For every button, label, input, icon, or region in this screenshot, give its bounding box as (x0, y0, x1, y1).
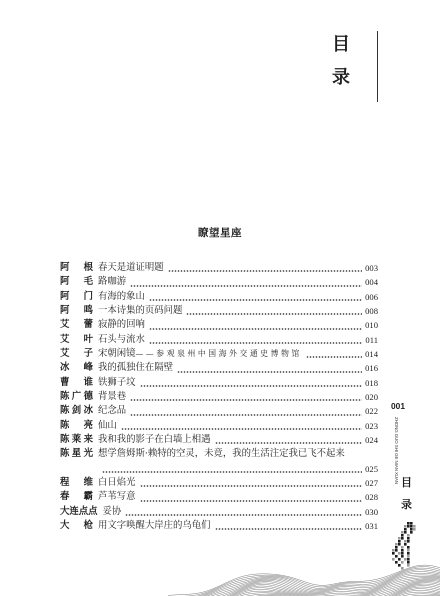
toc-leader-dots (306, 356, 362, 358)
pixel-block (398, 543, 401, 546)
toc-title: 芦苇写意 (98, 491, 136, 503)
toc-entry (60, 333, 378, 347)
toc-author: 阿 根 (60, 262, 93, 273)
pixel-block (401, 534, 404, 537)
toc-title: 仙山 (98, 419, 117, 431)
toc-title (98, 347, 302, 361)
pixel-block (413, 525, 416, 528)
toc-leader-dots (102, 471, 362, 473)
pixel-block (404, 525, 407, 528)
wave-line (168, 565, 440, 595)
pixel-block (395, 546, 398, 549)
side-label-bottom-char: 录 (401, 498, 412, 511)
toc-title: 用文字唤醒大岸庄的乌龟们 (98, 519, 211, 531)
toc-page-number: 030 (365, 506, 378, 517)
toc-leader-dots (130, 285, 362, 287)
toc-author: 陈星光 (60, 448, 93, 460)
toc-entry (60, 390, 378, 404)
toc-entry (60, 290, 378, 304)
toc-title: 路咖游 (98, 276, 127, 288)
contents-heading-bottom-char: 录 (332, 67, 350, 88)
pixel-block (404, 531, 407, 534)
pixel-block (404, 540, 407, 543)
toc-title-main: 宋朝闲镜 (98, 347, 136, 359)
toc-title: 我的孤独住在隔壁 (98, 362, 174, 374)
toc-title: 春天是道证明题 (98, 262, 164, 273)
toc-entry (60, 275, 378, 289)
toc-page-number: 014 (365, 348, 378, 359)
toc-page-number: 018 (365, 377, 378, 388)
toc-entry-body (98, 519, 378, 533)
toc-leader-dots (168, 270, 362, 272)
toc-entry (60, 419, 378, 433)
toc-author: 阿 鸣 (60, 304, 93, 316)
wave-line (168, 568, 440, 596)
toc-entry-body (98, 433, 378, 447)
toc-leader-dots (215, 442, 363, 444)
toc-leader-dots (140, 485, 363, 487)
toc-title: 铁狮子坟 (98, 376, 136, 388)
toc-entry-body (98, 290, 378, 304)
toc-page-number: 006 (365, 291, 378, 302)
pixel-block (401, 546, 404, 549)
pixel-block (410, 525, 413, 528)
toc-page-number: 003 (365, 263, 378, 273)
toc-entry-body (98, 318, 378, 332)
toc-author: 程 维 (60, 476, 93, 488)
pixel-block (407, 540, 410, 543)
toc-entry (60, 476, 378, 490)
toc-entry (60, 261, 378, 275)
toc-page-number: 011 (365, 334, 378, 345)
toc-entry (60, 505, 378, 519)
toc-entry (60, 404, 378, 418)
toc-author: 艾 子 (60, 347, 93, 359)
toc-page-number: 027 (365, 477, 378, 488)
toc-author: 陈广德 (60, 390, 93, 402)
pixel-block (410, 531, 413, 534)
toc-entry (60, 347, 378, 361)
pixel-block (401, 537, 404, 540)
toc-page-number: 010 (365, 320, 378, 331)
toc-leader-dots (121, 428, 362, 430)
pixel-block (407, 534, 410, 537)
toc-page-number: 025 (365, 463, 378, 474)
pixel-block (413, 528, 416, 531)
mountain-wave-lines-icon (0, 550, 440, 596)
toc-entry-body (98, 404, 378, 418)
toc-entry-body (98, 333, 378, 347)
toc-page-number: 031 (365, 520, 378, 531)
toc-title: 一本诗集的页码问题 (98, 304, 183, 316)
pixel-block (410, 528, 413, 531)
toc-leader-dots (140, 500, 363, 502)
toc-author: 大连点点 (60, 505, 98, 517)
toc-author: 陈剑冰 (60, 405, 93, 417)
toc-entry-body (98, 261, 378, 275)
toc-title: 妥协 (102, 505, 122, 517)
toc-author: 春 霸 (60, 491, 93, 503)
toc-entry-body (98, 376, 378, 390)
toc-author: 阿 毛 (60, 276, 93, 288)
toc-entry-body (98, 447, 378, 476)
toc-entry-body (103, 505, 378, 519)
toc-entry-body (98, 275, 378, 289)
section-title: 瞭望星座 (198, 227, 242, 239)
wave-line (168, 575, 440, 596)
pixel-block (398, 537, 401, 540)
toc-title: 白日焰光 (98, 476, 136, 488)
toc-entry (60, 519, 378, 533)
toc-entry (60, 361, 378, 375)
toc-page-number: 004 (365, 277, 378, 288)
toc-leader-dots (177, 371, 362, 373)
toc-title: 我和我的影子在白墙上相遇 (98, 433, 211, 445)
toc-title: 寂静的回响 (98, 319, 145, 331)
toc-author: 陈莱来 (60, 433, 93, 445)
toc-author: 陈 亮 (60, 419, 93, 431)
pixel-block (407, 546, 410, 549)
side-label-top-char: 目 (401, 476, 412, 489)
pixel-block (398, 540, 401, 543)
toc-leader-dots (125, 514, 362, 516)
toc-title: 石头与流水 (98, 333, 145, 345)
toc-entry (60, 433, 378, 447)
toc-list (60, 261, 378, 533)
toc-page-number: 024 (365, 434, 378, 445)
toc-leader-dots (186, 313, 362, 315)
toc-author: 阿 门 (60, 290, 93, 302)
side-series-pinyin: ZHONG GUO SHI GE NIAN XUAN (394, 417, 399, 485)
toc-entry-body (98, 476, 378, 490)
contents-heading-top-char: 目 (332, 34, 350, 55)
toc-subtitle: ——参观泉州中国海外交通史博物馆 (135, 348, 302, 358)
toc-title: 想学詹姆斯·赖特的空灵，未竟，我的生活注定我已飞不起来 (98, 448, 345, 460)
side-page-number: 001 (391, 401, 405, 411)
toc-page-number: 008 (365, 305, 378, 316)
toc-page-number: 020 (365, 391, 378, 402)
toc-title: 有海的象山 (98, 290, 145, 302)
toc-leader-dots (215, 528, 363, 530)
pixel-block (404, 528, 407, 531)
toc-page-number: 028 (365, 492, 378, 503)
toc-entry (60, 304, 378, 318)
toc-entry (60, 318, 378, 332)
toc-author: 艾 叶 (60, 333, 93, 345)
toc-leader-dots (149, 342, 363, 344)
pixel-block (404, 543, 407, 546)
toc-author: 大 枪 (60, 519, 93, 531)
toc-leader-dots (140, 385, 363, 387)
toc-leader-dots (149, 299, 362, 301)
toc-entry-body (98, 347, 378, 361)
toc-author: 艾 蕾 (60, 319, 93, 331)
toc-leader-dots (149, 328, 362, 330)
heading-vertical-rule (377, 31, 378, 102)
toc-leader-dots (130, 399, 362, 401)
toc-page-number: 023 (365, 420, 378, 431)
toc-entry-body (98, 390, 378, 404)
pixel-block (395, 543, 398, 546)
toc-entry-body (98, 490, 378, 504)
toc-author: 曹 谁 (60, 376, 93, 388)
toc-title: 纪念品 (98, 405, 127, 417)
toc-entry-body (98, 361, 378, 375)
toc-entry-body (98, 304, 378, 318)
pixel-block (410, 522, 413, 525)
pixel-block (407, 522, 410, 525)
toc-entry (60, 447, 378, 476)
toc-entry-body (98, 419, 378, 433)
toc-page-number: 022 (365, 406, 378, 417)
wave-line (168, 576, 440, 596)
toc-title: 背景巷 (98, 390, 127, 402)
wave-line (168, 581, 440, 596)
toc-leader-dots (130, 414, 362, 416)
toc-author: 冰 峰 (60, 362, 93, 374)
toc-entry (60, 490, 378, 504)
toc-page-number: 016 (365, 363, 378, 374)
pixel-block (407, 525, 410, 528)
pixel-block (401, 531, 404, 534)
pixel-block (407, 537, 410, 540)
toc-entry (60, 376, 378, 390)
